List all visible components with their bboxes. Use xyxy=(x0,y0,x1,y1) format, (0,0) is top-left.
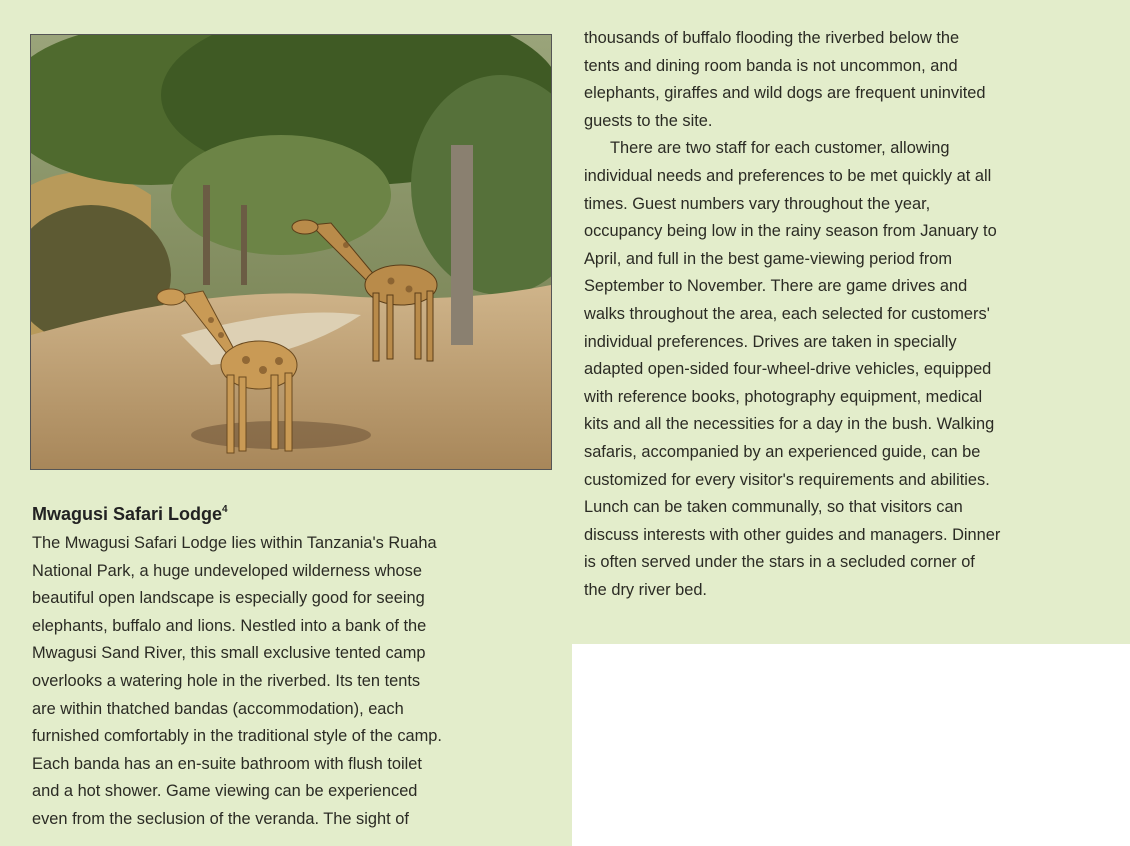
text-line: with reference books, photography equipment, medical xyxy=(584,387,983,406)
text-line: is often served under the stars in a secluded corner of xyxy=(584,553,975,572)
article-heading-text: Mwagusi Safari Lodge xyxy=(32,504,223,524)
text-line: kits and all the necessities for a day in the bush. Walking xyxy=(584,415,995,434)
text-line: furnished comfortably in the traditional style of the camp. xyxy=(32,727,442,746)
text-line: the dry river bed. xyxy=(584,580,707,599)
text-line: Mwagusi Sand River, this small exclusive tented camp xyxy=(32,644,426,663)
text-line: walks throughout the area, each selected for customers' xyxy=(584,304,990,323)
footnote-marker: 4 xyxy=(222,504,228,515)
text-line: safaris, accompanied by an experienced guide, can be xyxy=(584,442,981,461)
text-line: Each banda has an en-suite bathroom with flush toilet xyxy=(32,754,422,773)
paragraph-start-line: There are two staff for each customer, allowing xyxy=(610,139,950,158)
article-heading xyxy=(32,500,552,528)
text-line: thousands of buffalo flooding the riverbed below the xyxy=(584,29,960,47)
article-body-right xyxy=(584,25,1124,604)
text-line: individual needs and preferences to be met quickly at all xyxy=(584,166,992,185)
text-line: occupancy being low in the rainy season from January to xyxy=(584,222,997,241)
text-line: adapted open-sided four-wheel-drive vehicles, equipped xyxy=(584,360,992,379)
text-line: guests to the site. xyxy=(584,111,713,130)
text-line: times. Guest numbers vary throughout the year, xyxy=(584,194,931,213)
text-line: Lunch can be taken communally, so that visitors can xyxy=(584,498,963,517)
text-line: individual preferences. Drives are taken in specially xyxy=(584,332,957,351)
text-line: discuss interests with other guides and managers. Dinner xyxy=(584,525,1001,544)
giraffe-photo xyxy=(30,34,552,470)
text-line: elephants, giraffes and wild dogs are frequent uninvited xyxy=(584,84,986,103)
text-line: The Mwagusi Safari Lodge lies within Tanzania's Ruaha xyxy=(32,534,437,552)
text-line: beautiful open landscape is especially good for seeing xyxy=(32,589,425,608)
text-line: overlooks a watering hole in the riverbed. Its ten tents xyxy=(32,671,421,690)
giraffe-photo-illustration xyxy=(31,35,551,469)
text-line: are within thatched bandas (accommodation), each xyxy=(32,699,404,718)
text-line: and a hot shower. Game viewing can be experienced xyxy=(32,782,418,801)
text-line: April, and full in the best game-viewing period from xyxy=(584,249,953,268)
text-line: tents and dining room banda is not uncommon, and xyxy=(584,56,958,75)
text-line: customized for every visitor's requirements and abilities. xyxy=(584,470,990,489)
article-body-left xyxy=(32,530,564,834)
text-line: September to November. There are game drives and xyxy=(584,277,968,296)
text-line: National Park, a huge undeveloped wilderness whose xyxy=(32,561,422,580)
text-line: even from the seclusion of the veranda. The sight of xyxy=(32,809,409,828)
text-line: elephants, buffalo and lions. Nestled into a bank of the xyxy=(32,616,427,635)
